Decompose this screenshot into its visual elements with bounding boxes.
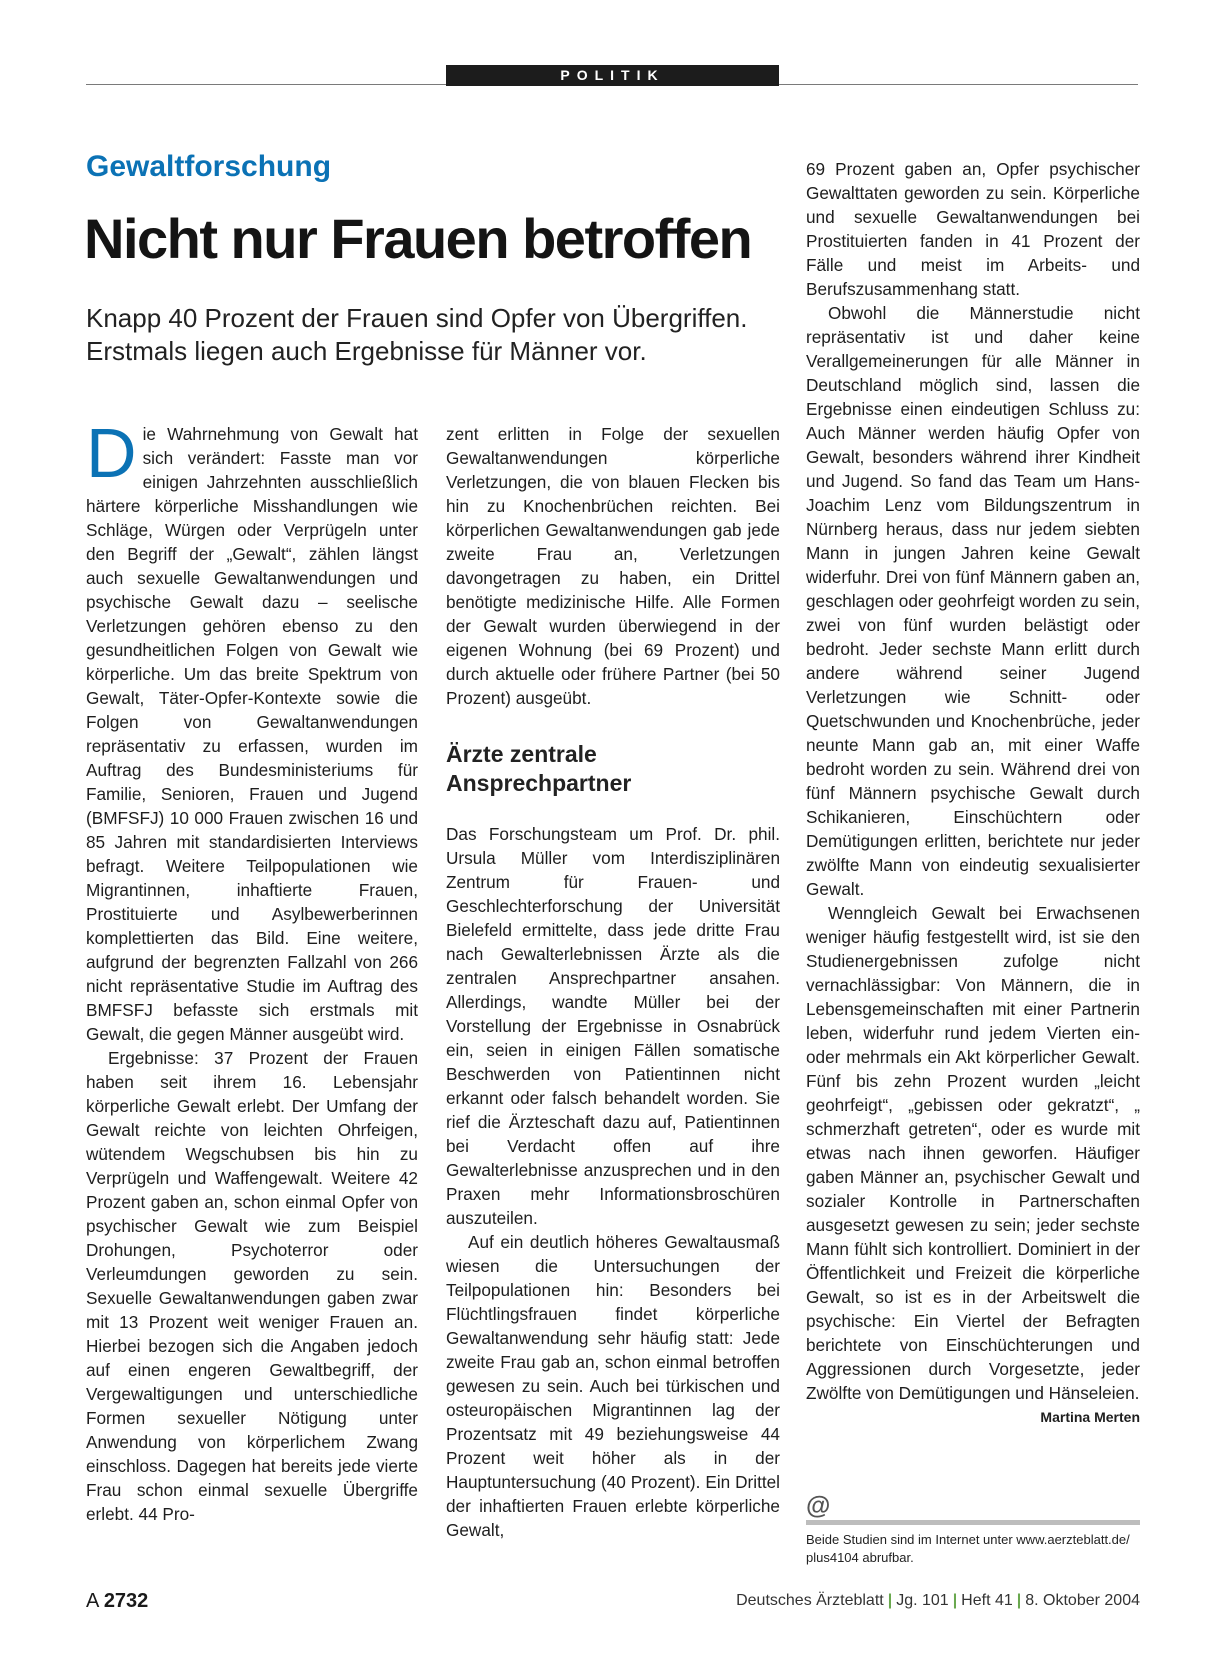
drop-cap: D	[86, 414, 137, 492]
article-kicker: Gewaltforschung	[86, 150, 332, 183]
page-number-value: 2732	[103, 1590, 149, 1612]
page-number	[86, 1590, 148, 1613]
paragraph	[86, 414, 418, 1046]
date: 8. Oktober 2004	[1025, 1592, 1140, 1609]
article-column-2	[446, 422, 780, 1542]
lede-line-1: Knapp 40 Prozent der Frauen sind Opfer von Übergriffen.	[86, 303, 748, 333]
footer-publication: Deutsches Ärzteblatt | Jg. 101 | Heft 41 | 8. Oktober 2004	[736, 1592, 1140, 1609]
paragraph: Das Forschungsteam um Prof. Dr. phil. Ursula Müller vom Interdisziplinären Zentrum für Frauen- und Geschlechterforschung der Universität Bielefeld ermittelte, dass jede dritte Frau nach Gewalterlebnissen Ärzte als die zentralen Ansprechpartner ansahen. Allerdings, wandte Müller bei der Vorstellung der Ergebnisse in Osnabrück ein, seien in einigen Fällen somatische Beschwerden von Patientinnen nicht erkannt oder falsch behandelt worden. Sie rief die Ärzteschaft dazu auf, Patientinnen bei Verdacht offen auf ihre Gewalterlebnisse anzusprechen und in den Praxen mehr Informationsbroschüren auszuteilen.	[446, 824, 780, 1228]
subhead-line-2: Ansprechpartner	[446, 770, 632, 796]
info-box	[806, 1493, 1140, 1567]
paragraph-text: Wenngleich Gewalt bei Erwachsenen weniger häufig festgestellt wird, ist sie den Studienergebnissen zufolge nicht vernachlässigbar: Von Männern, die in Lebensgemeinschaften mit einer Partnerin leben, widerfuhr rund jedem Vierten ein- oder mehrmals ein Akt körperlicher Gewalt. Fünf bis zehn Prozent wurden „leicht geohrfeigt“, „gebissen oder gekratzt“, „ schmerzhaft getreten“, oder es wurde mit etwas nach ihnen geworfen. Häufiger gaben Männer an, psychischer Gewalt und sozialer Kontrolle in Partnerschaften ausgesetzt gewesen zu sein; jeder sechste Mann fühlt sich kontrolliert. Dominiert in der Öffentlichkeit und Freizeit die körperliche Gewalt, so ist es in der Arbeitswelt die psychische: Ein Viertel der Befragten berichtete von Einschüchterungen und Aggressionen durch Vorgesetzte, jeder Zwölfte von Demütigungen und Hänseleien.	[806, 903, 1140, 1403]
info-text: Beide Studien sind im Internet unter www.aerzteblatt.de/ plus4104 abrufbar.	[806, 1532, 1130, 1565]
article-column-3	[806, 157, 1140, 1429]
page-prefix: A	[86, 1590, 99, 1612]
article-subhead	[446, 740, 780, 798]
volume: Jg. 101	[896, 1592, 949, 1609]
subhead-line-1: Ärzte zentrale	[446, 741, 597, 767]
at-icon: @	[806, 1492, 831, 1520]
article-title: Nicht nur Frauen betroffen	[84, 207, 752, 270]
paragraph: 69 Prozent gaben an, Opfer psychischer Gewalttaten geworden zu sein. Körperliche und sexuelle Gewaltanwendungen bei Prostituierten fanden in 41 Prozent der Fälle und meist im Arbeits- und Berufszusammenhang statt.	[806, 159, 1140, 299]
paragraph: Obwohl die Männerstudie nicht repräsentativ ist und daher keine Verallgemeinerungen für alle Männer in Deutschland möglich sind, lassen die Ergebnisse einen eindeutigen Schluss zu: Auch Männer werden häufig Opfer von Gewalt, besonders während ihrer Kindheit und Jugend. So fand das Team um Hans-Joachim Lenz vom Bildungszentrum in Nürnberg heraus, dass nur jedem siebten Mann in jungen Jahren keine Gewalt widerfuhr. Drei von fünf Männern gaben an, geschlagen oder geohrfeigt worden zu sein, zwei von fünf wurden belästigt oder bedroht. Jeder sechste Mann erlitt durch andere während seiner Jugend Verletzungen wie Schnitt- oder Quetschwunden und Knochenbrüche, jeder neunte Mann gab an, mit einer Waffe bedroht worden zu sein. Während drei von fünf Männern psychische Gewalt durch Schikanieren, Einschüchtern oder Demütigungen erlitten, berichtete nur jeder zwölfte Mann von eindeutig sexualisierter Gewalt.	[806, 303, 1140, 899]
author-byline: Martina Merten	[1040, 1409, 1140, 1425]
paragraph-text: ie Wahrnehmung von Gewalt hat sich verändert: Fasste man vor einigen Jahrzehnten ausschließlich härtere körperliche Misshandlungen wie Schläge, Würgen oder Verprügeln unter den Begriff der „Gewalt“, zählen längst auch sexuelle Gewaltanwendungen und psychische Gewalt dazu – seelische Verletzungen gehören ebenso zu den gesundheitlichen Folgen von Gewalt wie körperliche. Um das breite Spektrum von Gewalt, Täter-Opfer-Kontexte sowie die Folgen von Gewaltanwendungen repräsentativ zu erfassen, wurden im Auftrag des Bundesministeriums für Familie, Senioren, Frauen und Jugend (BMFSFJ) 10 000 Frauen zwischen 16 und 85 Jahren mit standardisierten Interviews befragt. Weitere Teilpopulationen wie Migrantinnen, inhaftierte Frauen, Prostituierte und Asylbewerberinnen komplettierten das Bild. Eine weitere, aufgrund der begrenzten Fallzahl von 266 nicht repräsentative Studie im Auftrag des BMFSFJ befasste sich erstmals mit Gewalt, die gegen Männer ausgeübt wird.	[86, 424, 418, 1044]
paragraph: Ergebnisse: 37 Prozent der Frauen haben seit ihrem 16. Lebensjahr körperliche Gewalt erlebt. Der Umfang der Gewalt reichte von leichten Ohrfeigen, wütendem Wegschubsen bis hin zu Verprügeln und Waffengewalt. Weitere 42 Prozent gaben an, schon einmal Opfer von psychischer Gewalt wie zum Beispiel Drohungen, Psychoterror oder Verleumdungen geworden zu sein. Sexuelle Gewaltanwendungen gaben zwar mit 13 Prozent weit weniger Frauen an. Hierbei bezogen sich die Angaben jedoch auf einen engeren Gewaltbegriff, der Vergewaltigungen und unterschiedliche Formen sexueller Nötigung unter Anwendung von körperlichem Zwang einschloss. Dagegen hat bereits jede vierte Frau schon einmal sexuelle Übergriffe erlebt. 44 Pro-	[86, 1048, 418, 1524]
info-rule	[806, 1520, 1140, 1525]
paragraph: zent erlitten in Folge der sexuellen Gewaltanwendungen körperliche Verletzungen, die von blauen Flecken bis hin zu Knochenbrüchen reichten. Bei körperlichen Gewaltanwendungen gab jede zweite Frau an, Verletzungen davongetragen zu haben, ein Drittel benötigte medizinische Hilfe. Alle Formen der Gewalt wurden überwiegend in der eigenen Wohnung (bei 69 Prozent) und durch aktuelle oder frühere Partner (bei 50 Prozent) ausgeübt.	[446, 424, 780, 708]
paragraph	[806, 901, 1140, 1425]
lede-line-2: Erstmals liegen auch Ergebnisse für Männer vor.	[86, 336, 647, 366]
section-label: POLITIK	[446, 65, 779, 86]
article-column-1	[86, 414, 418, 1526]
issue: Heft 41	[961, 1592, 1013, 1609]
paragraph: Auf ein deutlich höheres Gewaltausmaß wiesen die Untersuchungen der Teilpopulationen hin: Besonders bei Flüchtlingsfrauen findet körperliche Gewaltanwendung sehr häufig statt: Jede zweite Frau gab an, schon einmal betroffen gewesen zu sein. Auch bei türkischen und osteuropäischen Migrantinnen lag der Prozentsatz mit 49 beziehungsweise 44 Prozent weit höher als in der Hauptuntersuchung (40 Prozent). Ein Drittel der inhaftierten Frauen erlebte körperliche Gewalt,	[446, 1232, 780, 1540]
article-lede	[86, 302, 786, 368]
publication-name: Deutsches Ärzteblatt	[736, 1592, 884, 1609]
